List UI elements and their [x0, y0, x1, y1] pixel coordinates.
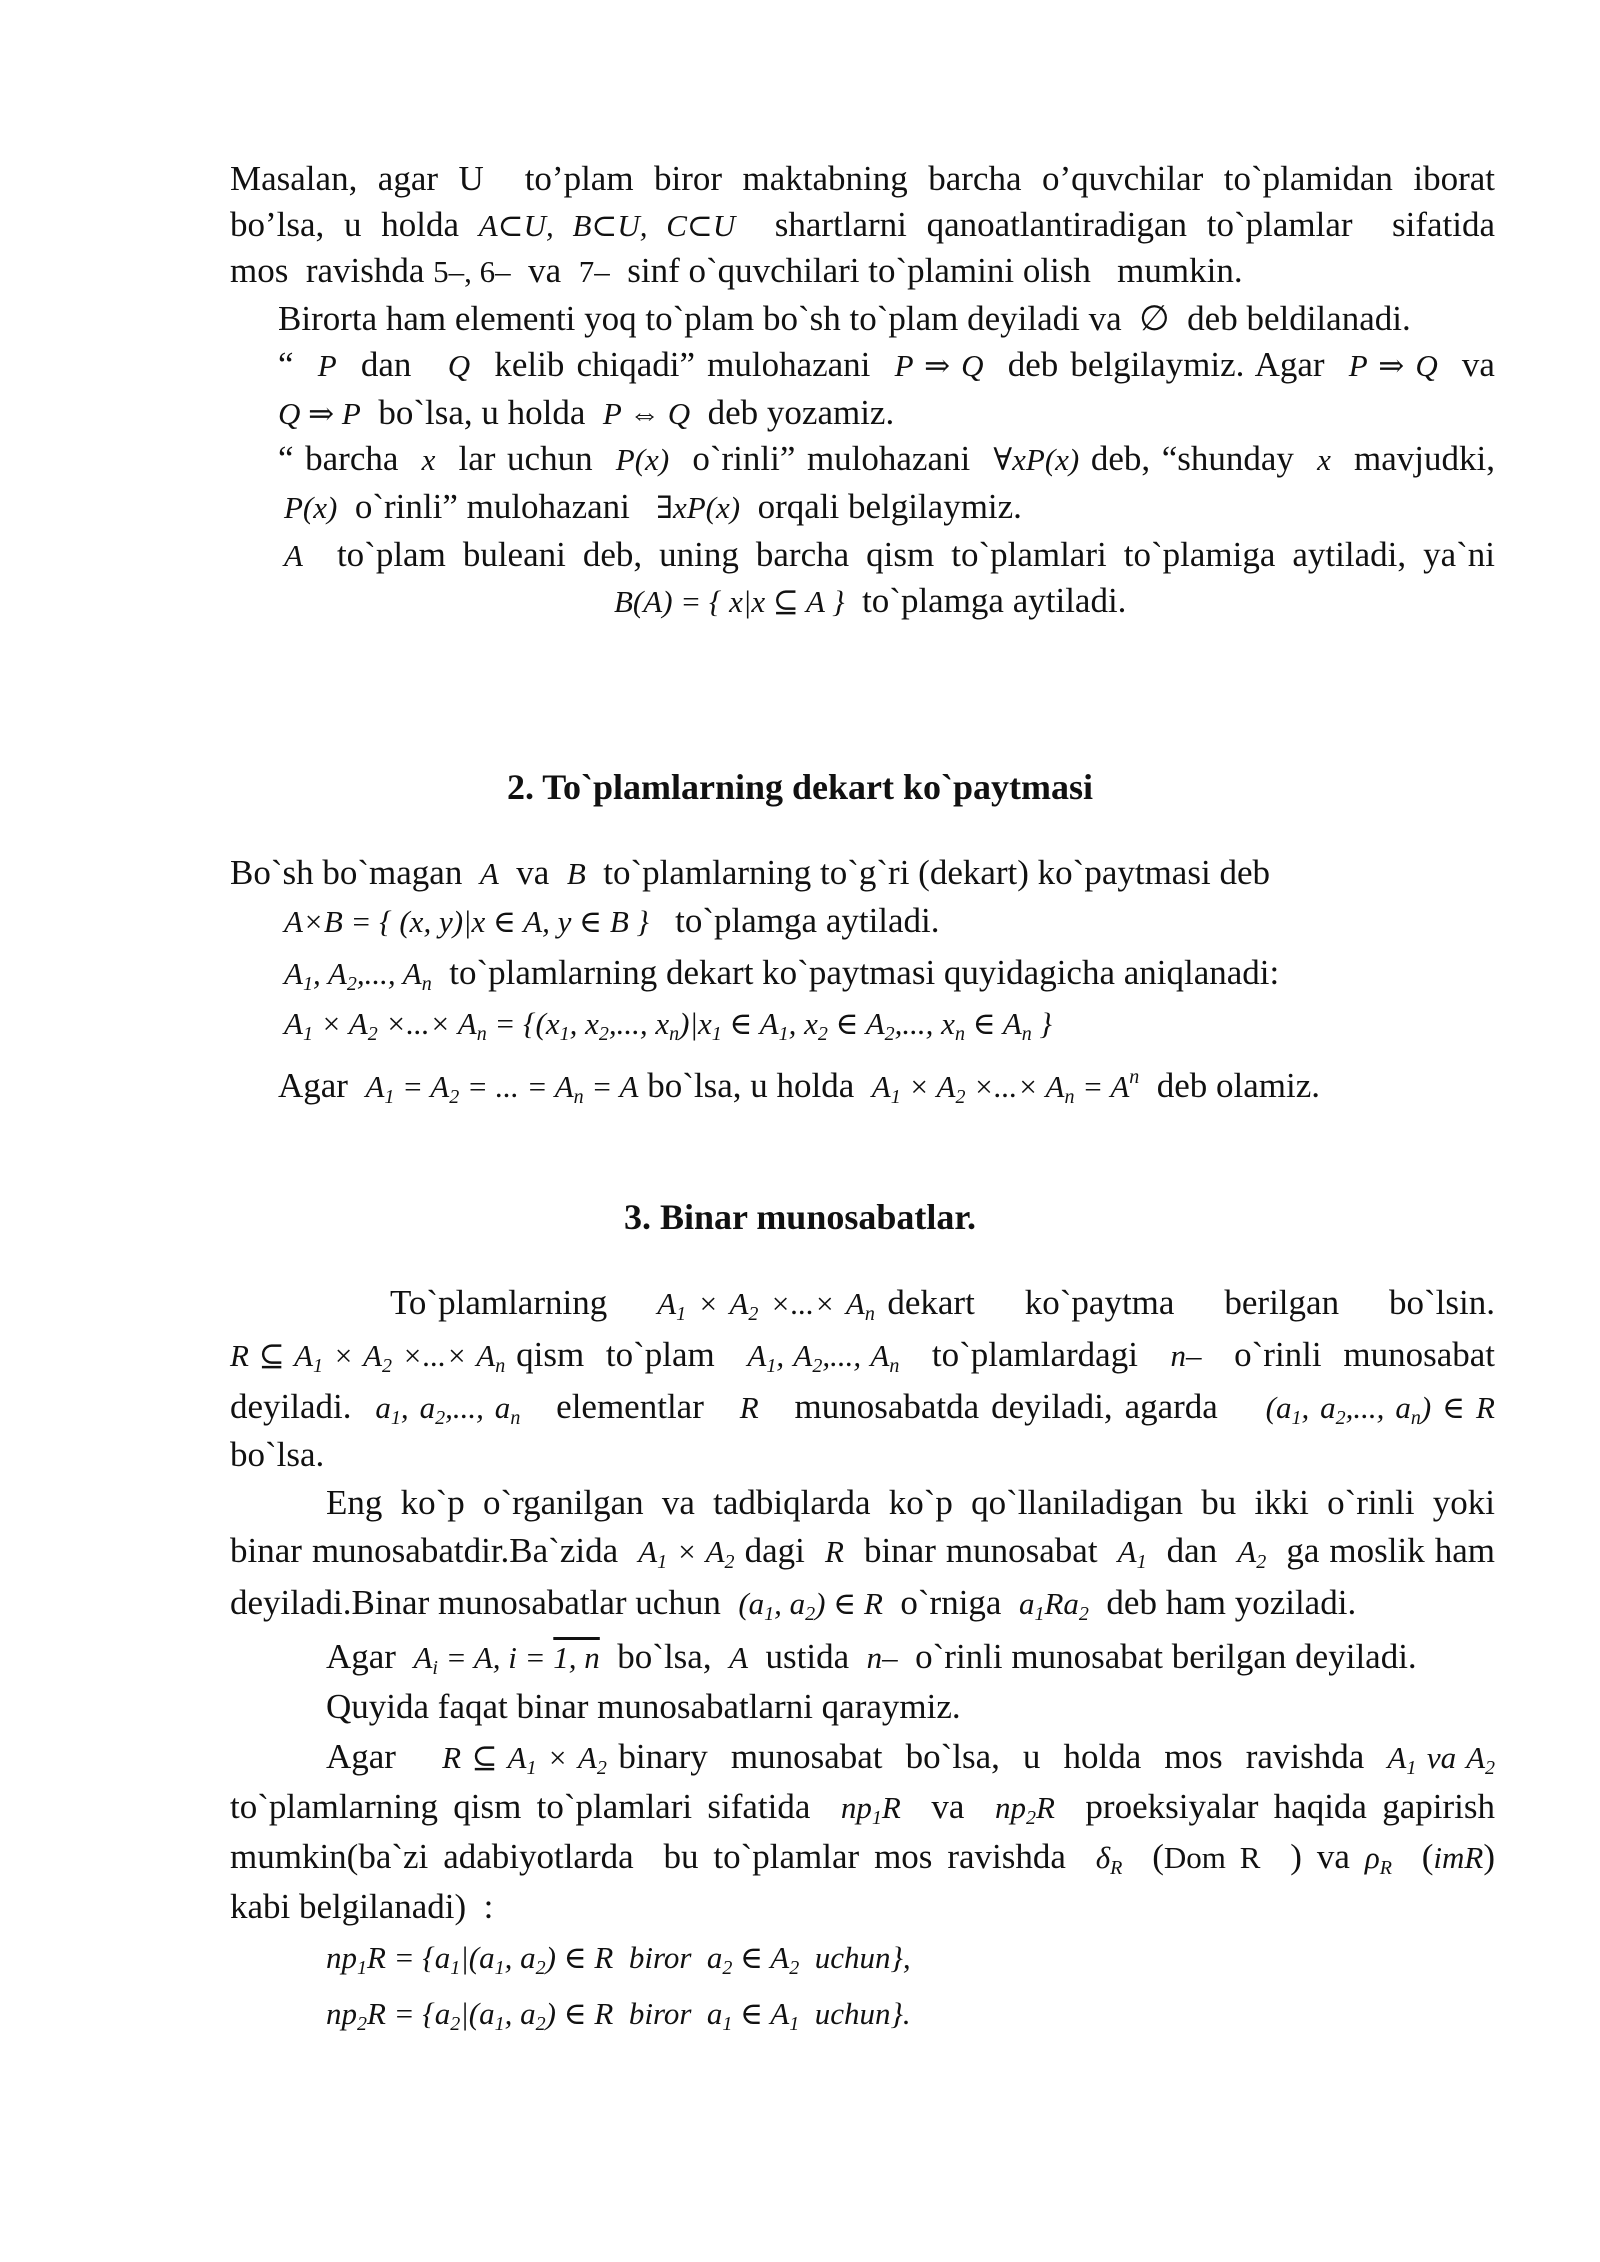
section-heading: 3. Binar munosabatlar.: [623, 1197, 977, 1237]
text-line: Bo`sh bo`magan A va B to`plamlarning to`g`ri (dekart) ko`paytmasi deb: [230, 853, 1270, 892]
text-line: Eng ko`p o`rganilgan va tadbiqlarda ko`p qo`llaniladigan bu ikki o`rinli yoki: [326, 1483, 1495, 1522]
text-line: A to`plam buleani deb, uning barcha qism to`plamlari to`plamiga aytiladi, ya`ni: [284, 535, 1495, 574]
section-heading: 2. To`plamlarning dekart ko`paytmasi: [506, 767, 1094, 807]
text-line: $A_1 \times A_2$ ×...× $A_n = \{(x_1$, $x_2$,..., $x_n)|x_1$ ∈ $A_1$, $x_2$ ∈ $A_2$,..., $x_n$ ∈ $A_n$ }: [284, 1006, 1052, 1045]
text-line: deyiladi.Binar munosabatlar uchun ($a_1$, $a_2$) ∈ R o`rniga $a_1Ra_2$ deb ham yoziladi.: [230, 1583, 1357, 1625]
text-line: “ P dan Q kelib chiqadi” mulohazani P ⇒ Q deb belgilaymiz. Agar P ⇒ Q va: [278, 345, 1495, 384]
text-line: “ barcha x lar uchun P(x) o`rinli” mulohazani ∀xP(x) deb, “shunday x mavjudki,: [278, 439, 1496, 478]
text-line: Quyida faqat binar munosabatlarni qaraymiz.: [326, 1687, 961, 1726]
text-line: Agar $A_1 = A_2$ = ... = $A_n = A$ bo`lsa, u holda $A_1 \times A_2$ ×...× $A_n = A^n$ deb olamiz.: [278, 1066, 1321, 1108]
text-line: R ⊆ $A_1 \times A_2$ ×...× $A_n$ qism to`plam $A_1$, $A_2$,..., $A_n$ to`plamlardagi n– o`rinli munosabat: [230, 1335, 1495, 1377]
text-line: Q ⇒ P bo`lsa, u holda P ⇔ Q deb yozamiz.: [278, 393, 895, 432]
text-line: Agar R ⊆ $A_1 \times A_2$ binary munosabat bo`lsa, u holda mos ravishda $A_1$ va $A_2$: [326, 1737, 1496, 1779]
text-line: P(x) o`rinli” mulohazani ∃xP(x) orqali belgilaymiz.: [284, 487, 1022, 526]
text-line: to`plamlarning qism to`plamlari sifatida $np_1R$ va $np_2R$ proeksiyalar haqida gapirish: [230, 1787, 1495, 1829]
text-line: A×B = { (x, y)|x ∈ A, y ∈ B } to`plamga aytiladi.: [284, 901, 940, 940]
text-line: Masalan, agar U to’plam biror maktabning barcha o’quvchilar to`plamidan iborat: [230, 159, 1495, 198]
text-line: $np_2R = \{a_2|(a_1$, $a_2$) ∈ R biror $a_1$ ∈ $A_1$ uchun}.: [326, 1996, 911, 2035]
text-line: deyiladi. $a_1$, $a_2$,..., $a_n$ elementlar R munosabatda deyiladi, agarda ($a_1$, $a_2$,..., $a_n$) ∈ R: [230, 1387, 1495, 1429]
text-line: mumkin(ba`zi adabiyotlarda bu to`plamlar mos ravishda $\delta_R$ (Dom R ) va $\rho_R$ (imR): [230, 1837, 1495, 1879]
text-line: $np_1R = \{a_1|(a_1$, $a_2$) ∈ R biror $a_2$ ∈ $A_2$ uchun},: [326, 1940, 911, 1979]
text-line: $A_1$, $A_2$,..., $A_n$ to`plamlarning dekart ko`paytmasi quyidagicha aniqlanadi:: [284, 953, 1280, 995]
text-line: To`plamlarning $A_1 \times A_2$ ×...× $A_n$ dekart ko`paytma berilgan bo`lsin.: [390, 1283, 1496, 1325]
text-line: binar munosabatdir.Ba`zida $A_1 \times A_2$ dagi R binar munosabat $A_1$ dan $A_2$ ga moslik ham: [230, 1531, 1495, 1573]
text-line: bo`lsa.: [230, 1435, 325, 1474]
text-line: kabi belgilanadi) :: [230, 1887, 494, 1926]
text-line: bo’lsa, u holda A⊂U, B⊂U, C⊂U shartlarni qanoatlantiradigan to`plamlar sifatida: [230, 205, 1496, 244]
text-line: Birorta ham elementi yoq to`plam bo`sh to`plam deyiladi va ∅ deb beldilanadi.: [278, 299, 1411, 338]
text-line: B(A) = { x|x ⊆ A } to`plamga aytiladi.: [614, 581, 1127, 620]
text-line: Agar $A_i = A$, i = 1, n bo`lsa, A ustida n– o`rinli munosabat berilgan deyiladi.: [326, 1637, 1417, 1679]
text-line: mos ravishda 5–, 6– va 7– sinf o`quvchilari to`plamini olish mumkin.: [230, 251, 1243, 290]
